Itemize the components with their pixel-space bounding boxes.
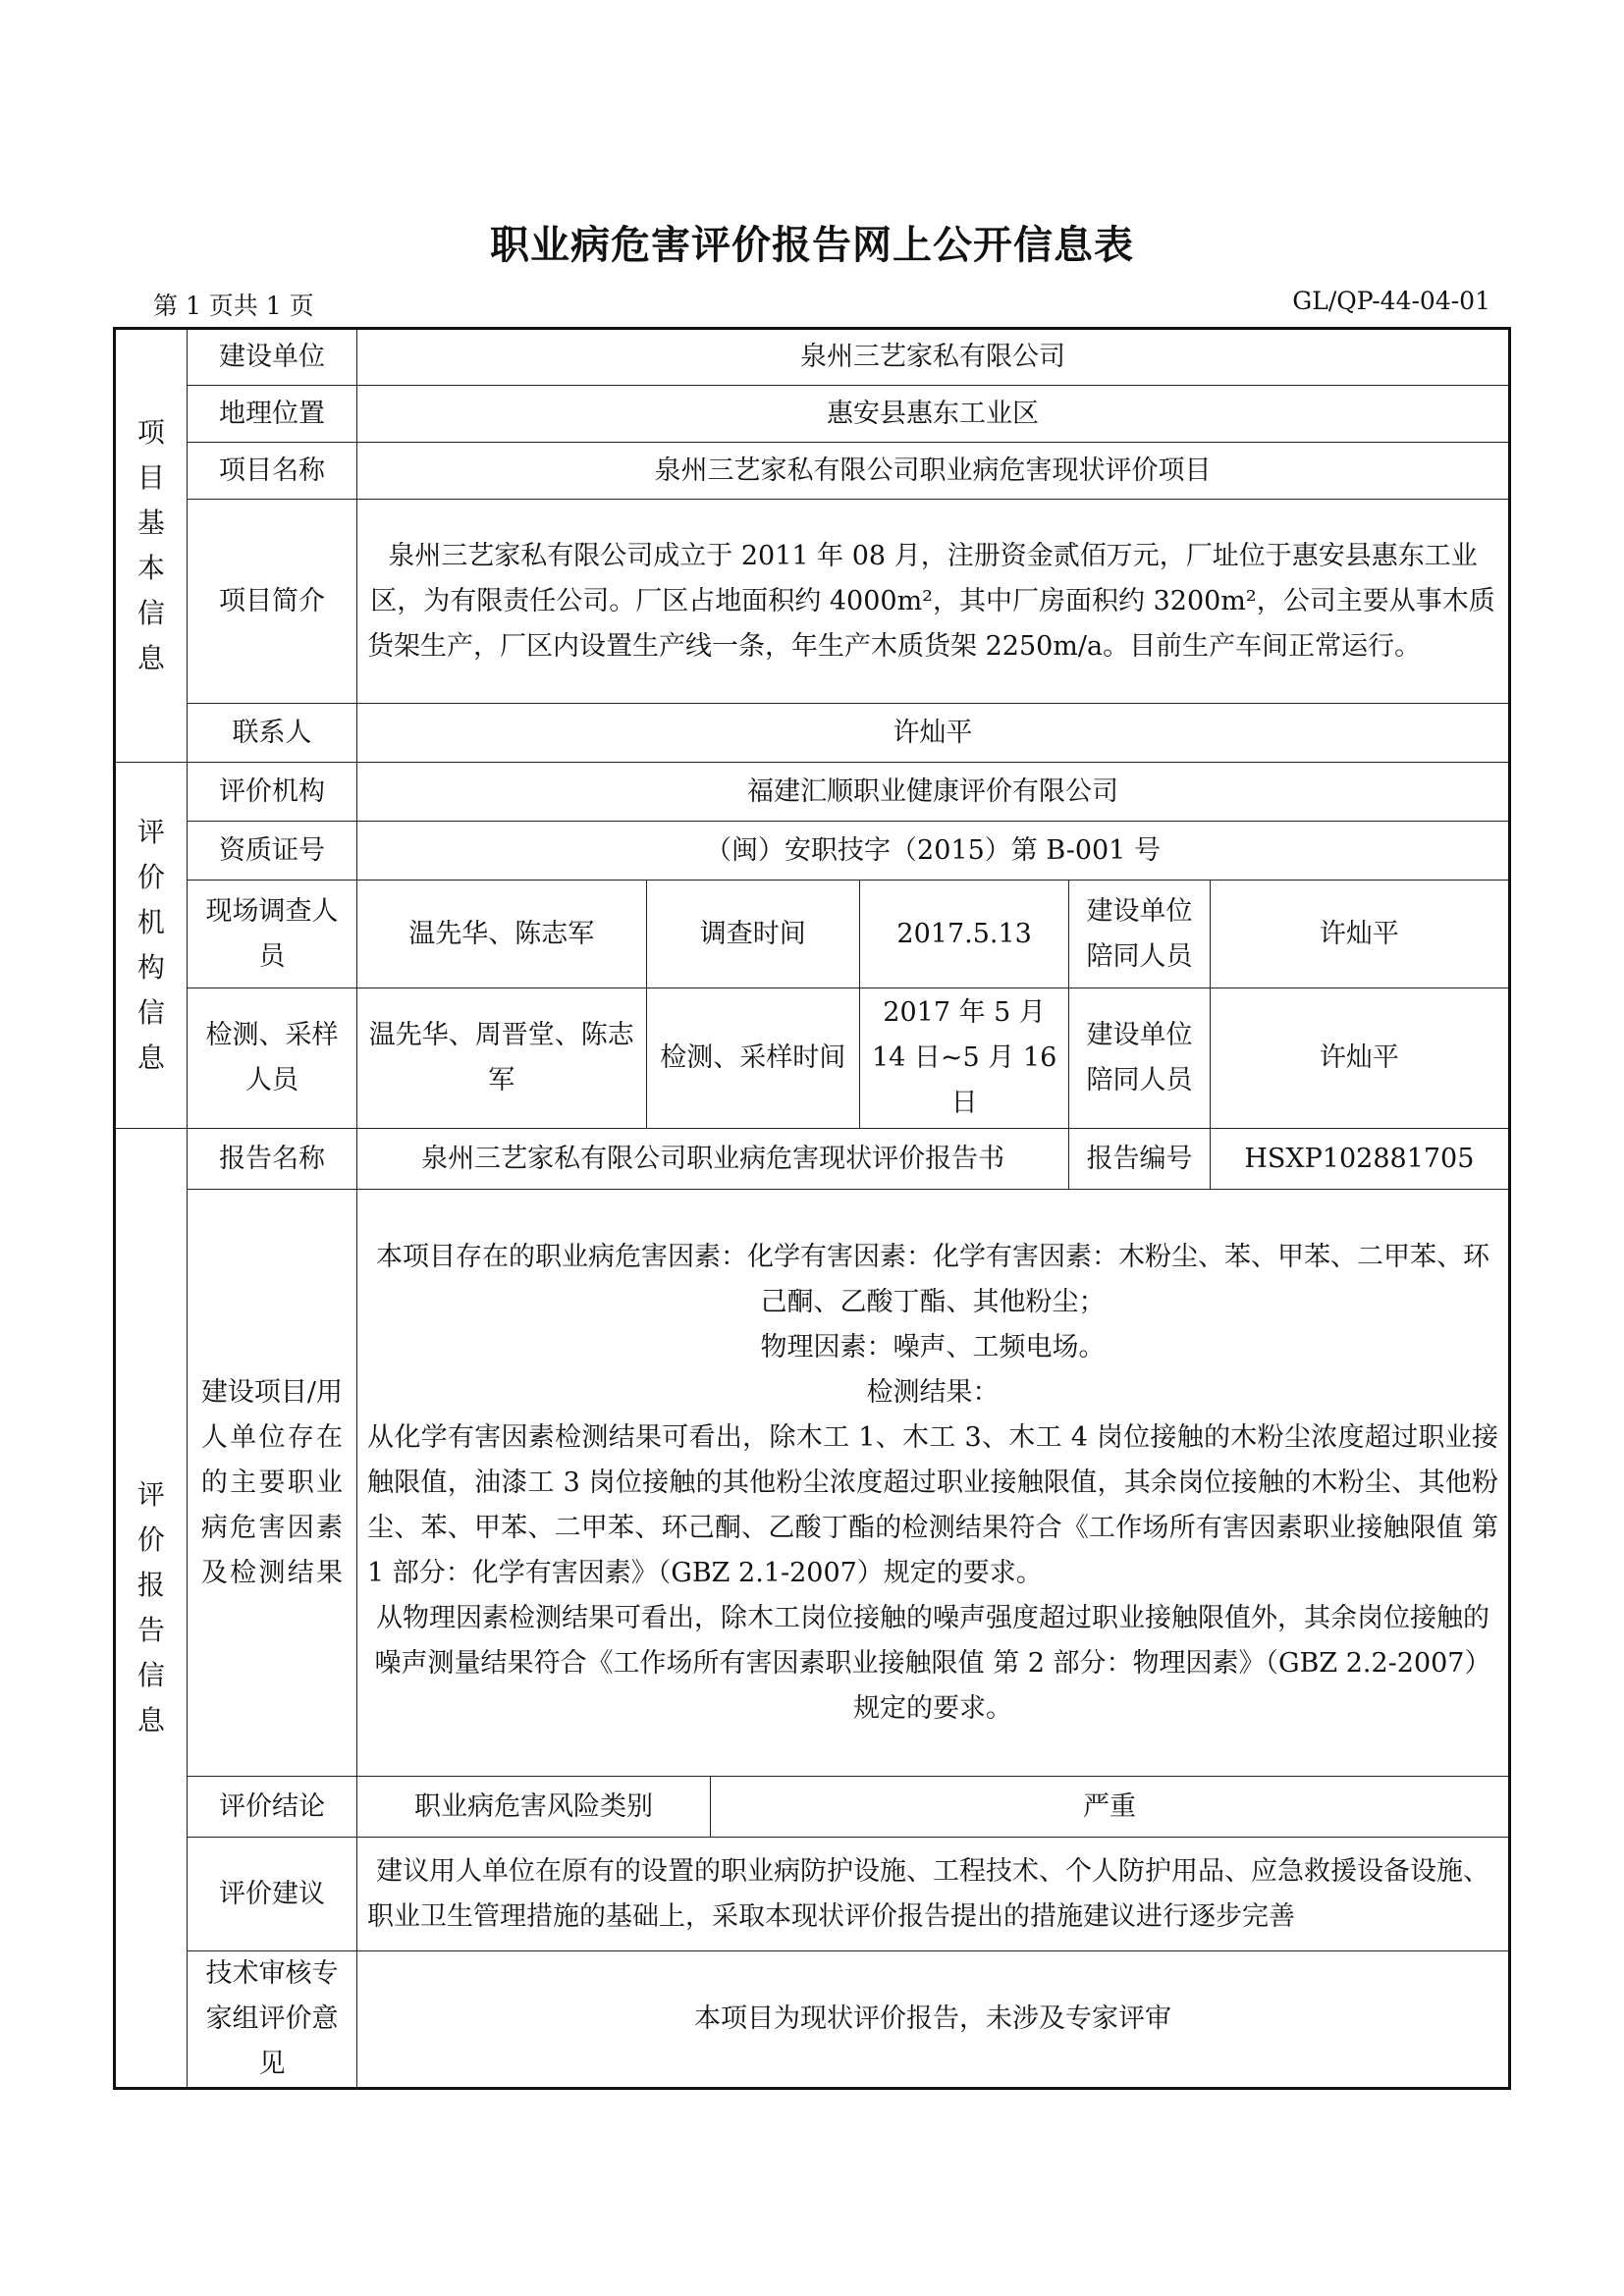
hazards-label: 建设项目/用人单位存在的主要职业病危害因素及检测结果: [187, 1190, 356, 1777]
project-value: 泉州三艺家私有限公司职业病危害现状评价项目: [357, 443, 1510, 500]
row-location: [115, 386, 1510, 443]
conclusion-label: 评价结论: [187, 1777, 356, 1838]
report-no-label: 报告编号: [1069, 1129, 1211, 1190]
row-review: [115, 1951, 1510, 2089]
row-contact: [115, 704, 1510, 763]
survey-label: 现场调查人员: [187, 881, 356, 988]
section3-group-label: 评价报告信息: [115, 1129, 188, 2089]
section2-group-label: 评价机构信息: [115, 763, 188, 1129]
review-value: 本项目为现状评价报告，未涉及专家评审: [357, 1951, 1510, 2089]
row-survey: [115, 881, 1510, 988]
sampling-accomp-label: 建设单位陪同人员: [1069, 988, 1211, 1129]
risk-label: 职业病危害风险类别: [357, 1777, 711, 1838]
row-sampling: [115, 988, 1510, 1129]
row-org: [115, 763, 1510, 822]
report-name-value: 泉州三艺家私有限公司职业病危害现状评价报告书: [357, 1129, 1069, 1190]
hazards-line-2: 物理因素：噪声、工频电场。: [760, 1331, 1106, 1362]
org-value: 福建汇顺职业健康评价有限公司: [357, 763, 1510, 822]
survey-value: 温先华、陈志军: [357, 881, 647, 988]
document-title: 职业病危害评价报告网上公开信息表: [490, 223, 1134, 268]
row-report-name: [115, 1129, 1510, 1190]
hazards-line-3: 检测结果：: [866, 1376, 1000, 1408]
cert-label: 资质证号: [187, 822, 356, 881]
sampling-accomp-value: 许灿平: [1210, 988, 1509, 1129]
row-cert: [115, 822, 1510, 881]
row-hazards: [115, 1190, 1510, 1777]
intro-value: 泉州三艺家私有限公司成立于 2011 年 08 月，注册资金贰佰万元，厂址位于惠安县惠东工业区，为有限责任公司。厂区占地面积约 4000m²，其中厂房面积约 3200m²，公司主要从事木质货架生产，厂区内设置生产线一条，年生产木质货架 2250m/a。目前生产车间正常运行。: [357, 500, 1510, 704]
sampling-value: 温先华、周晋堂、陈志军: [357, 988, 647, 1129]
survey-time-value: 2017.5.13: [860, 881, 1069, 988]
survey-accomp-label: 建设单位陪同人员: [1069, 881, 1211, 988]
row-project: [115, 443, 1510, 500]
sampling-label: 检测、采样人员: [187, 988, 356, 1129]
row-intro: [115, 500, 1510, 704]
sampling-time-label: 检测、采样时间: [646, 988, 859, 1129]
page-info: 第 1 页共 1 页: [153, 292, 314, 320]
contact-value: 许灿平: [357, 704, 1510, 763]
intro-label: 项目简介: [187, 500, 356, 704]
unit-label: 建设单位: [187, 329, 356, 386]
survey-accomp-value: 许灿平: [1210, 881, 1509, 988]
hazards-line-5: 从物理因素检测结果可看出，除木工岗位接触的噪声强度超过职业接触限值外，其余岗位接触的噪声测量结果符合《工作场所有害因素职业接触限值 第 2 部分：物理因素》（GBZ 2.2-2007）规定的要求。: [374, 1602, 1491, 1724]
org-label: 评价机构: [187, 763, 356, 822]
row-conclusion: [115, 1777, 1510, 1838]
sampling-time-value: 2017 年 5 月 14 日~5 月 16 日: [860, 988, 1069, 1129]
report-name-label: 报告名称: [187, 1129, 356, 1190]
advice-value: 建议用人单位在原有的设置的职业病防护设施、工程技术、个人防护用品、应急救援设备设施、职业卫生管理措施的基础上，采取本现状评价报告提出的措施建议进行逐步完善: [357, 1838, 1510, 1951]
row-unit: [115, 329, 1510, 386]
section1-group-label: 项目基本信息: [115, 329, 188, 763]
survey-time-label: 调查时间: [646, 881, 859, 988]
row-advice: [115, 1838, 1510, 1951]
document-code: GL/QP-44-04-01: [1292, 287, 1490, 315]
review-label: 技术审核专家组评价意见: [187, 1951, 356, 2089]
hazards-line-4: 从化学有害因素检测结果可看出，除木工 1、木工 3、木工 4 岗位接触的木粉尘浓度超过职业接触限值，油漆工 3 岗位接触的其他粉尘浓度超过职业接触限值，其余岗位接触的木粉尘、其他粉尘、苯、甲苯、二甲苯、环己酮、乙酸丁酯的检测结果符合《工作场所有害因素职业接触限值 第 1 部分：化学有害因素》（GBZ 2.1-2007）规定的要求。: [367, 1421, 1498, 1588]
report-no-value: HSXP102881705: [1210, 1129, 1509, 1190]
advice-label: 评价建议: [187, 1838, 356, 1951]
contact-label: 联系人: [187, 704, 356, 763]
cert-value: （闽）安职技字（2015）第 B-001 号: [357, 822, 1510, 881]
project-label: 项目名称: [187, 443, 356, 500]
hazards-line-1: 本项目存在的职业病危害因素：化学有害因素：化学有害因素：木粉尘、苯、甲苯、二甲苯、环己酮、乙酸丁酯、其他粉尘；: [376, 1241, 1489, 1317]
hazards-results: [357, 1190, 1510, 1777]
info-table: [113, 327, 1511, 2090]
location-value: 惠安县惠东工业区: [357, 386, 1510, 443]
location-label: 地理位置: [187, 386, 356, 443]
unit-value: 泉州三艺家私有限公司: [357, 329, 1510, 386]
risk-value: 严重: [710, 1777, 1509, 1838]
